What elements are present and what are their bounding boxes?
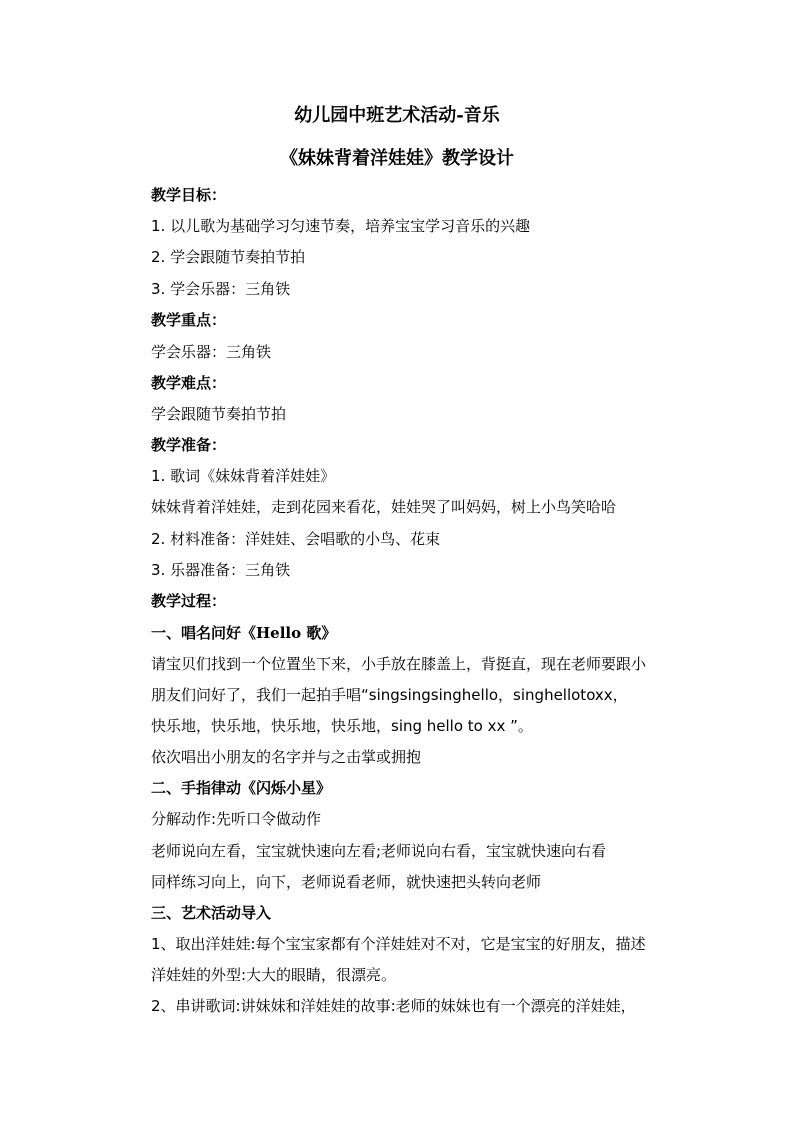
key-text: 学会乐器：三角铁: [151, 343, 272, 361]
paragraph-line: 1、取出洋娃娃:每个宝宝家都有个洋娃娃对不对，它是宝宝的好朋友，描述: [151, 935, 646, 953]
section-heading: 二、手指律动《闪烁小星》: [151, 779, 332, 797]
section-heading: 三、艺术活动导入: [151, 904, 272, 922]
difficulty-heading: 教学难点：: [151, 374, 227, 392]
prep-line: 3. 乐器准备：三角铁: [151, 561, 291, 579]
paragraph-line: 快乐地，快乐地，快乐地，快乐地，sing hello to xx ”。: [151, 717, 533, 735]
goal-item: 1. 以儿歌为基础学习匀速节奏，培养宝宝学习音乐的兴趣: [151, 217, 531, 235]
document-title: 幼儿园中班艺术活动-音乐: [294, 105, 500, 126]
paragraph-line: 请宝贝们找到一个位置坐下来，小手放在膝盖上，背挺直，现在老师要跟小: [151, 655, 647, 673]
key-heading: 教学重点：: [151, 311, 227, 329]
paragraph-line: 依次唱出小朋友的名字并与之击掌或拥抱: [151, 748, 422, 766]
section-heading: 一、唱名问好《Hello 歌》: [151, 624, 337, 642]
paragraph-line: 朋友们问好了，我们一起拍手唱“singsingsinghello，singhellotoxx，: [151, 686, 628, 704]
goals-heading: 教学目标：: [151, 186, 227, 204]
prep-heading: 教学准备：: [151, 436, 227, 454]
goal-item: 2. 学会跟随节奏拍节拍: [151, 248, 306, 266]
difficulty-text: 学会跟随节奏拍节拍: [151, 405, 287, 423]
goal-item: 3. 学会乐器：三角铁: [151, 280, 291, 298]
prep-line: 妹妹背着洋娃娃，走到花园来看花，娃娃哭了叫妈妈，树上小鸟笑哈哈: [151, 498, 617, 516]
prep-line: 1. 歌词《妹妹背着洋娃娃》: [151, 467, 336, 485]
paragraph-line: 2、串讲歌词:讲妹妹和洋娃娃的故事:老师的妹妹也有一个漂亮的洋娃娃，: [151, 997, 636, 1015]
paragraph-line: 分解动作:先听口令做动作: [151, 810, 322, 828]
document-subtitle: 《妹妹背着洋娃娃》教学设计: [280, 148, 514, 169]
prep-line: 2. 材料准备：洋娃娃、会唱歌的小鸟、花束: [151, 530, 441, 548]
process-heading: 教学过程：: [151, 592, 227, 610]
paragraph-line: 老师说向左看，宝宝就快速向左看;老师说向右看，宝宝就快速向右看: [151, 842, 607, 860]
paragraph-line: 同样练习向上，向下，老师说看老师，就快速把头转向老师: [151, 873, 542, 891]
paragraph-line: 洋娃娃的外型:大大的眼睛，很漂亮。: [151, 966, 397, 984]
